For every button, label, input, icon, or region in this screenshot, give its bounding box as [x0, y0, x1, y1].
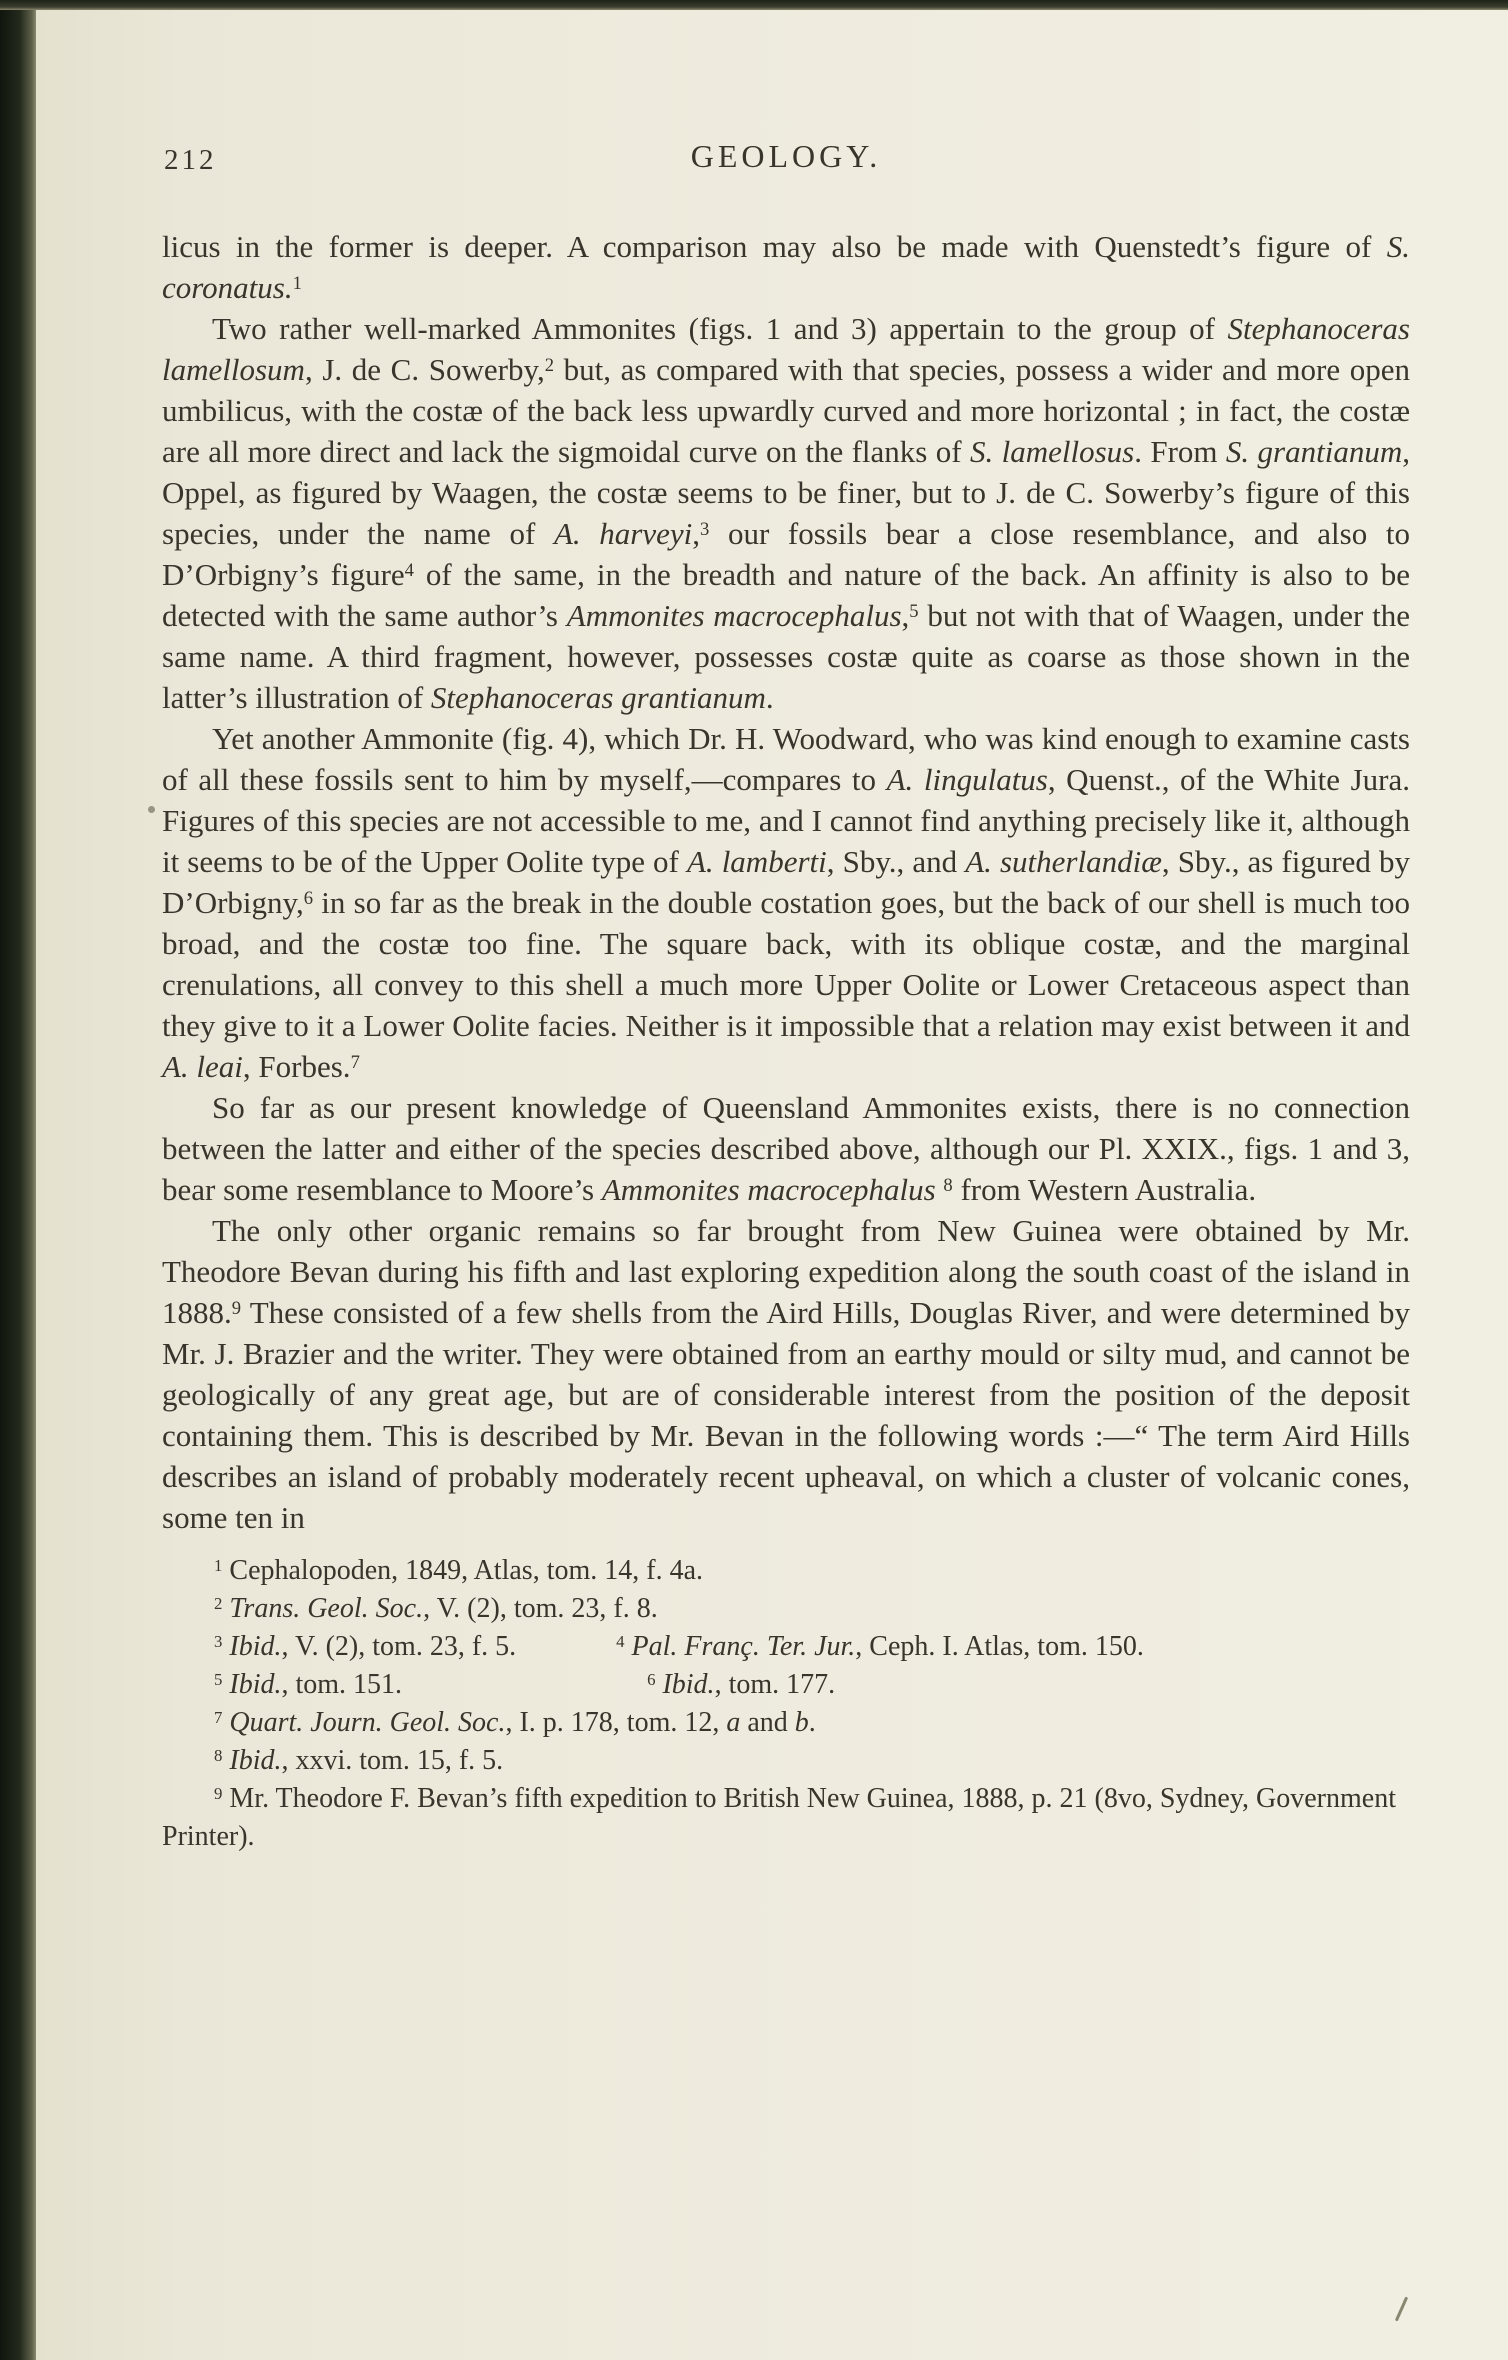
book-binding-edge [0, 0, 36, 2360]
footnote: $^9$ Mr. Theodore F. Bevan’s fifth expedition to British New Guinea, 1888, p. 21 (8vo, Sydney, Government Printer). [162, 1783, 1396, 1852]
scanned-page [36, 10, 1508, 2360]
paragraph: Yet another Ammonite (fig. 4), which Dr. H. Woodward, who was kind enough to examine casts of all these fossils sent to him by myself,—compares to A. lingulatus, Quenst., of the White Jura. Figures of this species are not accessible to me, and I cannot find anything precisely like it, although it seems to be of the Upper Oolite type of A. lamberti, Sby., and A. sutherlandiæ, Sby., as figured by D’Orbigny,$^6$ in so far as the break in the double costation goes, but the back of our shell is much too broad, and the costæ too fine. The square back, with its oblique costæ, and the marginal crenulations, all convey to this shell a much more Upper Oolite or Lower Cretaceous aspect than they give to it a Lower Oolite facies. Neither is it impossible that a relation may exist between it and A. leai, Forbes.$^7$ [162, 721, 1411, 1084]
page-header [162, 138, 1410, 182]
footnote: $^1$ Cephalopoden, 1849, Atlas, tom. 14, f. 4a. [214, 1555, 703, 1586]
footnote: $^5$ Ibid., tom. 151. $^6$ Ibid., tom. 177. [214, 1669, 836, 1700]
paragraph: Two rather well-marked Ammonites (figs. 1 and 3) appertain to the group of Stephanoceras lamellosum, J. de C. Sowerby,$^2$ but, as compared with that species, possess a wider and more open umbilicus, with the costæ of the back less upwardly curved and more horizontal ; in fact, the costæ are all more direct and lack the sigmoidal curve on the flanks of S. lamellosus. From S. grantianum, Oppel, as figured by Waagen, the costæ seems to be finer, but to J. de C. Sowerby’s figure of this species, under the name of A. harveyi,$^3$ our fossils bear a close resemblance, and also to D’Orbigny’s figure$^4$ of the same, in the breadth and nature of the back. An affinity is also to be detected with the same author’s Ammonites macrocephalus,$^5$ but not with that of Waagen, under the same name. A third fragment, however, possesses costæ quite as coarse as those shown in the latter’s illustration of Stephanoceras grantianum. [162, 311, 1411, 715]
stray-ink-dot [148, 806, 155, 813]
footnote-gap [516, 1654, 616, 1655]
paragraph: licus in the former is deeper. A comparison may also be made with Quenstedt’s figure of S. coronatus.$^1$ [162, 229, 1410, 305]
running-title: GEOLOGY. [690, 138, 882, 174]
footnote: $^7$ Quart. Journ. Geol. Soc., I. p. 178, tom. 12, a and b. [214, 1707, 816, 1738]
footnote: $^8$ Ibid., xxvi. tom. 15, f. 5. [214, 1745, 504, 1776]
footnote: $^2$ Trans. Geol. Soc., V. (2), tom. 23, f. 8. [214, 1593, 658, 1624]
body-text [162, 226, 1410, 1538]
footnote: $^3$ Ibid., V. (2), tom. 23, f. 5. $^4$ Pal. Franç. Ter. Jur., Ceph. I. Atlas, tom. 150. [214, 1631, 1144, 1662]
footnote-gap [402, 1692, 647, 1693]
footnotes [162, 1552, 1410, 1856]
page-number: 212 [164, 144, 217, 176]
paragraph: So far as our present knowledge of Queensland Ammonites exists, there is no connection between the latter and either of the species described above, although our Pl. XXIX., figs. 1 and 3, bear some resemblance to Moore’s Ammonites macrocephalus $^8$ from Western Australia. [162, 1090, 1410, 1207]
paragraph: The only other organic remains so far brought from New Guinea were obtained by Mr. Theodore Bevan during his fifth and last exploring expedition along the south coast of the island in 1888.$^9$ These consisted of a few shells from the Aird Hills, Douglas River, and were determined by Mr. J. Brazier and the writer. They were obtained from an earthy mould or silty mud, and cannot be geologically of any great age, but are of considerable interest from the position of the deposit containing them. This is described by Mr. Bevan in the following words :—“ The term Aird Hills describes an island of probably moderately recent upheaval, on which a cluster of volcanic cones, some ten in [162, 1213, 1410, 1535]
scan-top-edge [0, 0, 1508, 10]
